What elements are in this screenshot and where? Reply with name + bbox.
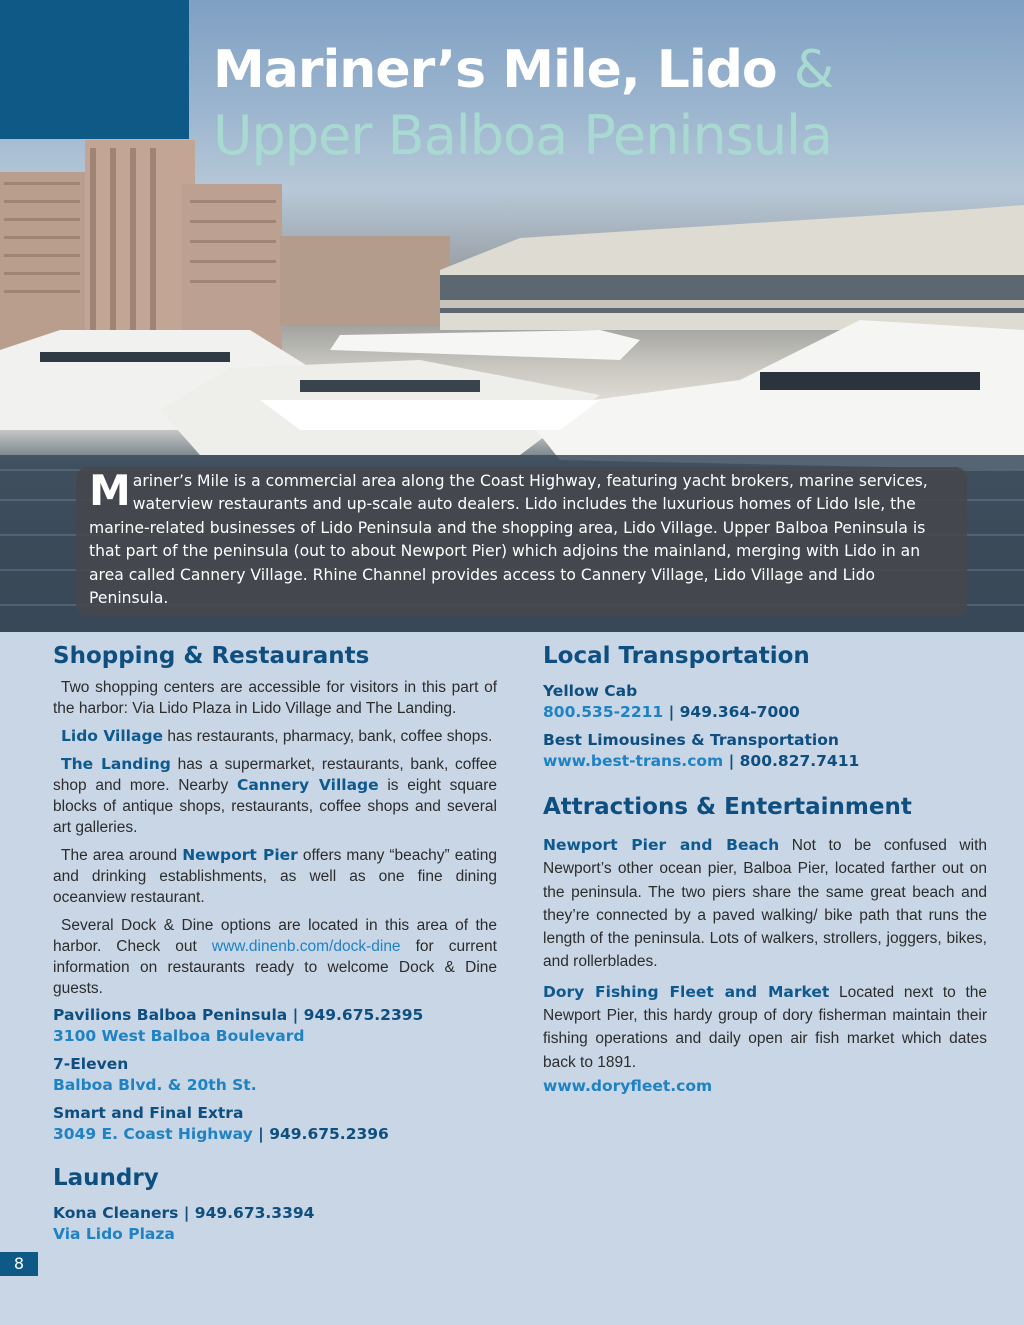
lido-village-paragraph: Lido Village has restaurants, pharmacy, bank, coffee shops. <box>61 727 493 745</box>
newport-pier-paragraph: The area around Newport Pier offers many “beachy” eating and drinking establishments, as well as one fine dining oceanview restaurant. <box>53 846 497 906</box>
listing-7-eleven: 7-Eleven Balboa Blvd. & 20th St. <box>53 1055 257 1094</box>
laundry-heading: Laundry <box>53 1165 159 1191</box>
shopping-section <box>53 643 497 1245</box>
listing-smart-final: Smart and Final Extra 3049 E. Coast Highway | 949.675.2396 <box>53 1104 389 1143</box>
best-trans-link[interactable]: www.best-trans.com <box>543 752 724 770</box>
shopping-intro: Two shopping centers are accessible for visitors in this part of the harbor: Via Lido Plaza in Lido Village and The Landing. <box>53 679 497 717</box>
shopping-heading: Shopping & Restaurants <box>53 643 370 669</box>
page-number: 8 <box>0 1252 38 1276</box>
intro-dropcap: M <box>89 466 131 515</box>
listing-kona-cleaners: Kona Cleaners | 949.673.3394 Via Lido Plaza <box>53 1204 315 1243</box>
intro-text: Mariner’s Mile is a commercial area along the Coast Highway, featuring yacht brokers, marine services, waterview restaurants and up-scale auto dealers. Lido includes the luxurious homes of Lido Isle, the marine-related businesses of Lido Peninsula and the shopping area, Lido Village. Upper Balboa Peninsula is that part of the peninsula (out to about Newport Pier) which adjoins the mainland, merging with Lido in an area called Cannery Village. Rhine Channel provides access to Cannery Village, Lido Village and Lido Peninsula. <box>89 466 928 608</box>
doryfleet-link[interactable]: www.doryfleet.com <box>543 1076 713 1095</box>
listing-yellow-cab: Yellow Cab 800.535-2211 | 949.364-7000 <box>543 682 800 721</box>
dory-fleet-paragraph: Dory Fishing Fleet and Market Located next to the Newport Pier, this hardy group of dory fisherman maintain their fishing operations and daily open air fish market which dates back to 1891. <box>543 982 987 1071</box>
page-title-line2: Upper Balboa Peninsula <box>213 104 833 167</box>
listing-best-limousines: Best Limousines & Transportation www.best-trans.com | 800.827.7411 <box>543 731 860 770</box>
title-accent-block <box>0 0 189 139</box>
dock-dine-paragraph: Several Dock & Dine options are located in this area of the harbor. Check out www.dinenb.com/dock-dine for current information on restaurants ready to welcome Dock & Dine guests. <box>53 917 497 997</box>
transport-heading: Local Transportation <box>543 643 810 669</box>
the-landing-paragraph: The Landing has a supermarket, restaurants, bank, coffee shop and more. Nearby Cannery Village is eight square blocks of antique shops, restaurants, coffee shops and several art galleries. <box>53 755 497 836</box>
transport-section <box>543 643 987 1097</box>
page-title-line1: Mariner’s Mile, Lido & <box>213 40 834 100</box>
listing-pavilions: Pavilions Balboa Peninsula | 949.675.2395 3100 West Balboa Boulevard <box>53 1006 424 1045</box>
newport-pier-beach-paragraph: Newport Pier and Beach Not to be confused with Newport’s other ocean pier, Balboa Pier, located farther out on the peninsula. The two piers share the same great beach and they’re connected by a paved walking/ bike path that runs the length of the peninsula. Lots of walkers, strollers, joggers, bikes, and rollerblades. <box>543 836 988 971</box>
title-ampersand: & <box>793 40 834 100</box>
dinenb-link[interactable]: www.dinenb.com/dock-dine <box>211 938 401 955</box>
attractions-heading: Attractions & Entertainment <box>543 794 912 820</box>
